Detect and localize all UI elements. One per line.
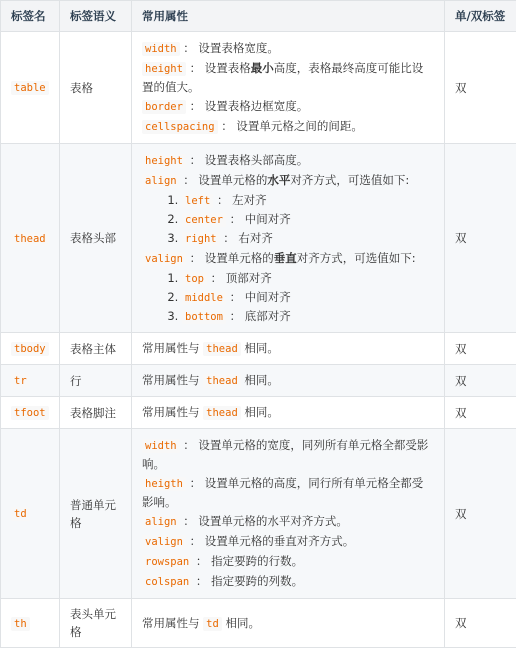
- attr-line: width ： 设置单元格的宽度，同列所有单元格全都受影响。: [142, 436, 434, 473]
- attr-code: heigth: [142, 477, 186, 491]
- attr-emphasis: 最小: [251, 61, 274, 75]
- header-semantic: 标签语义: [60, 1, 132, 32]
- table-row: [1, 429, 516, 599]
- attrs-cell: 常用属性与 thead 相同。: [132, 333, 445, 365]
- attr-code: border: [142, 100, 186, 114]
- option-code: top: [182, 272, 207, 286]
- attr-line: height ： 设置表格头部高度。: [142, 151, 434, 170]
- option-code: left: [182, 194, 213, 208]
- attrs-cell: [132, 32, 445, 144]
- semantic-cell: 表格头部: [60, 144, 132, 333]
- type-cell: 双: [445, 365, 516, 397]
- tag-cell: [1, 599, 60, 648]
- semantic-cell: 表格: [60, 32, 132, 144]
- option-item: 3. right ： 右对齐: [182, 229, 434, 248]
- header-type: 单/双标签: [445, 1, 516, 32]
- attr-line: colspan ： 指定要跨的列数。: [142, 572, 434, 591]
- attr-code: align: [142, 174, 180, 188]
- option-code: middle: [182, 291, 226, 305]
- tag-cell: [1, 429, 60, 599]
- tag-code: th: [11, 617, 30, 631]
- attr-line: valign ： 设置单元格的垂直对齐方式，可选值如下:: [142, 249, 434, 268]
- attr-code: width: [142, 42, 180, 56]
- table-body: [1, 32, 516, 648]
- tag-cell: [1, 365, 60, 397]
- type-cell: 双: [445, 333, 516, 365]
- attr-code: colspan: [142, 575, 192, 589]
- type-cell: 双: [445, 397, 516, 429]
- attr-line: cellspacing ： 设置单元格之间的间距。: [142, 117, 434, 136]
- tag-code: thead: [11, 232, 49, 246]
- tag-cell: [1, 397, 60, 429]
- type-cell: 双: [445, 429, 516, 599]
- table-row: [1, 32, 516, 144]
- table-row: [1, 333, 516, 365]
- option-item: 1. top ： 顶部对齐: [182, 269, 434, 288]
- tag-cell: [1, 32, 60, 144]
- attrs-cell: 常用属性与 td 相同。: [132, 599, 445, 648]
- attr-code: align: [142, 515, 180, 529]
- attr-line: heigth ： 设置单元格的高度，同行所有单元格全都受影响。: [142, 474, 434, 511]
- option-code: bottom: [182, 310, 226, 324]
- table-row: [1, 365, 516, 397]
- option-item: 1. left ： 左对齐: [182, 191, 434, 210]
- attr-line: border ： 设置表格边框宽度。: [142, 97, 434, 116]
- type-cell: 双: [445, 144, 516, 333]
- attr-emphasis: 水平: [267, 173, 290, 187]
- attrs-cell: [132, 429, 445, 599]
- type-cell: 双: [445, 599, 516, 648]
- type-cell: 双: [445, 32, 516, 144]
- attr-code: height: [142, 154, 186, 168]
- tag-code: td: [11, 507, 30, 521]
- attr-code: valign: [142, 252, 186, 266]
- attr-code: rowspan: [142, 555, 192, 569]
- attr-line: align ： 设置单元格的水平对齐方式。: [142, 512, 434, 531]
- tag-code: tr: [11, 374, 30, 388]
- attr-line: rowspan ： 指定要跨的行数。: [142, 552, 434, 571]
- tag-cell: [1, 144, 60, 333]
- option-item: 2. center ： 中间对齐: [182, 210, 434, 229]
- attr-code: td: [203, 617, 222, 631]
- tag-code: tfoot: [11, 406, 49, 420]
- table-row: [1, 599, 516, 648]
- semantic-cell: 普通单元格: [60, 429, 132, 599]
- attr-code: thead: [203, 374, 241, 388]
- option-list: [142, 269, 434, 326]
- attr-line: width ： 设置表格宽度。: [142, 39, 434, 58]
- attrs-cell: [132, 144, 445, 333]
- attrs-cell: 常用属性与 thead 相同。: [132, 365, 445, 397]
- semantic-cell: 行: [60, 365, 132, 397]
- attr-code: cellspacing: [142, 120, 218, 134]
- attr-code: valign: [142, 535, 186, 549]
- semantic-cell: 表格主体: [60, 333, 132, 365]
- option-code: right: [182, 232, 220, 246]
- attr-line: valign ： 设置单元格的垂直对齐方式。: [142, 532, 434, 551]
- tag-code: table: [11, 81, 49, 95]
- attr-code: thead: [203, 342, 241, 356]
- header-tag: 标签名: [1, 1, 60, 32]
- header-row: [1, 1, 516, 32]
- header-attrs: 常用属性: [132, 1, 445, 32]
- option-item: 3. bottom ： 底部对齐: [182, 307, 434, 326]
- attr-code: width: [142, 439, 180, 453]
- semantic-cell: 表头单元格: [60, 599, 132, 648]
- option-code: center: [182, 213, 226, 227]
- attr-line: height ： 设置表格最小高度，表格最终高度可能比设置的值大。: [142, 59, 434, 96]
- option-list: [142, 191, 434, 248]
- option-item: 2. middle ： 中间对齐: [182, 288, 434, 307]
- attr-emphasis: 垂直: [274, 251, 297, 265]
- table-row: [1, 397, 516, 429]
- tag-code: tbody: [11, 342, 49, 356]
- tag-cell: [1, 333, 60, 365]
- attr-code: height: [142, 62, 186, 76]
- semantic-cell: 表格脚注: [60, 397, 132, 429]
- table-row: [1, 144, 516, 333]
- attr-code: thead: [203, 406, 241, 420]
- attrs-cell: 常用属性与 thead 相同。: [132, 397, 445, 429]
- attr-line: align ： 设置单元格的水平对齐方式，可选值如下:: [142, 171, 434, 190]
